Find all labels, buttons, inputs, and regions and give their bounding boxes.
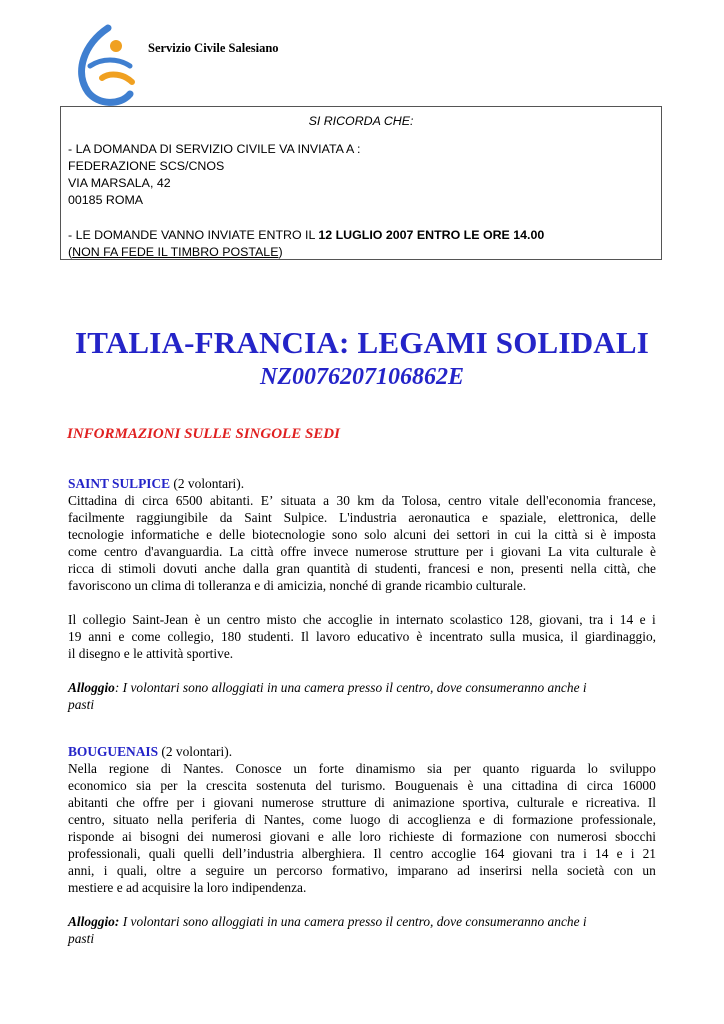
description-line: professionali, quali quelli dell’industria alberghiera. Il centro accoglie 164 giovani tra i 14 e i 21 (68, 846, 656, 861)
description-line: centro, situato nella periferia di Nantes, come luogo di accoglienza e di formazione professionale, (68, 812, 656, 827)
salesian-logo (72, 22, 138, 108)
description-line: favoriscono un clima di tolleranza e di amicizia, nonché di grande ricambio culturale. (68, 578, 527, 593)
lodging-text: : I volontari sono alloggiati in una camera presso il centro, dove consumeranno anche i (114, 680, 587, 695)
description-line: Cittadina di circa 6500 abitanti. E’ situata a 30 km da Tolosa, centro vitale dell'economia francese, (68, 493, 656, 508)
address-line: FEDERAZIONE SCS/CNOS (68, 159, 225, 173)
sede-volunteers: (2 volontari). (170, 476, 245, 491)
lodging-text: I volontari sono alloggiati in una camera presso il centro, dove consumeranno anche i (119, 914, 587, 929)
postmark-note: NON FA FEDE IL TIMBRO POSTALE (72, 245, 279, 259)
sede-saint-sulpice (68, 475, 656, 713)
lodging-label: Alloggio (68, 680, 115, 695)
deadline-note (68, 227, 544, 261)
deadline-prefix: - LE DOMANDE VANNO INVIATE ENTRO IL (68, 228, 319, 242)
reminder-heading: SI RICORDA CHE: (308, 114, 414, 128)
address-line: 00185 ROMA (68, 193, 144, 207)
description-line: come centro d'avanguardia. La città offre invece numerose strutture per i giovani La vita culturale è (68, 544, 656, 559)
lodging-text: pasti (68, 697, 95, 712)
project-code: NZ0076207106862E (260, 364, 464, 390)
mailing-address (68, 141, 360, 209)
description-line: risponde ai bisogni dei numerosi giovani e alle loro richieste di formazione con numerosi sbocchi (68, 829, 656, 844)
postmark-close: ) (278, 245, 283, 259)
description-line: mestiere e ad acquisire la loro indipendenza. (68, 880, 307, 895)
postmark-open: ( (68, 245, 73, 259)
sede-bouguenais (68, 743, 656, 947)
description-line: tecnologie informatiche e delle biotecnologie sono solo alcuni dei settori in cui la città si è imposta (68, 527, 656, 542)
center-line: 19 anni e come collegio, 180 studenti. Il lavoro educativo è incentrato sulla musica, il giardinaggio, (68, 629, 656, 644)
description-line: economico sia per la crescita sostenuta del turismo. Bouguenais è una cittadina di circa 16000 (68, 778, 656, 793)
section-heading: INFORMAZIONI SULLE SINGOLE SEDI (67, 426, 340, 442)
description-line: abitanti che offre per i giovani numerose strutture di animazione sportiva, culturale e ricreativa. Il (68, 795, 656, 810)
description-line: facilmente raggiungibile da Saint Sulpice. L'industria aeronautica e spaziale, elettronica, delle (68, 510, 656, 525)
sede-name: BOUGUENAIS (68, 744, 159, 759)
org-name: Servizio Civile Salesiano (148, 41, 279, 55)
description-line: Nella regione di Nantes. Conosce un forte dinamismo sia per quanto riguarda lo sviluppo (68, 761, 656, 776)
sede-volunteers: (2 volontari). (158, 744, 233, 759)
address-line: - LA DOMANDA DI SERVIZIO CIVILE VA INVIATA A : (68, 142, 361, 156)
project-title: ITALIA-FRANCIA: LEGAMI SOLIDALI (74, 325, 650, 360)
deadline-date: 12 LUGLIO 2007 ENTRO LE ORE 14.00 (318, 228, 545, 242)
center-line: Il collegio Saint-Jean è un centro misto che accoglie in internato scolastico 128, giovani, tra i 14 e i (68, 612, 656, 627)
address-line: VIA MARSALA, 42 (68, 176, 171, 190)
lodging-label: Alloggio: (68, 914, 120, 929)
lodging-text: pasti (68, 931, 95, 946)
reminder-box (60, 106, 662, 260)
description-line: anni, i quali, oltre a seguire un percorso formativo, imparano ad inserirsi nella società con un (68, 863, 656, 878)
description-line: ricca di stimoli dovuti anche dalla gran quantità di studenti, francesi e non, presenti nella città, che (68, 561, 656, 576)
sede-name: SAINT SULPICE (68, 476, 171, 491)
center-line: il disegno e le attività sportive. (68, 646, 234, 661)
